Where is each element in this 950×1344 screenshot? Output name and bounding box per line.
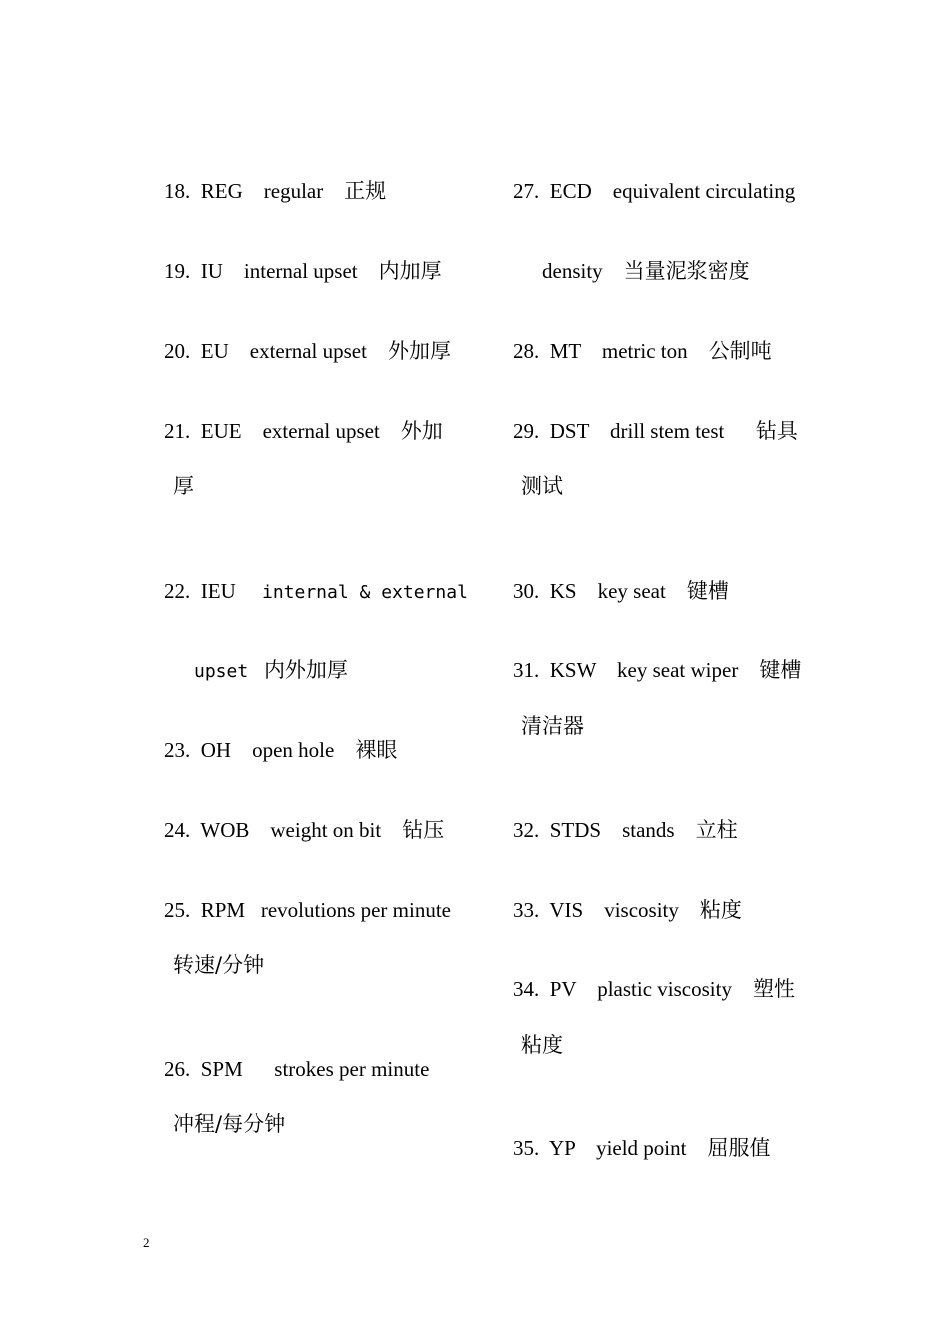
entry-number: 32.	[513, 818, 540, 842]
entry-english: viscosity	[604, 898, 679, 922]
entry-32	[492, 794, 738, 866]
entry-number: 26.	[164, 1057, 191, 1081]
entry-number: 34.	[513, 977, 540, 1001]
entry-18	[143, 155, 386, 227]
entry-abbreviation: IU	[200, 259, 223, 283]
entry-number: 24.	[164, 818, 191, 842]
entry-abbreviation: KSW	[549, 658, 597, 682]
entry-number: 30.	[513, 579, 540, 603]
entry-abbreviation: OH	[200, 738, 232, 762]
entry-26	[143, 1033, 429, 1105]
entry-number: 33.	[513, 898, 540, 922]
entry-number: 18.	[164, 179, 191, 203]
entry-abbreviation: KS	[549, 579, 577, 603]
entry-abbreviation: RPM	[200, 898, 246, 922]
entry-19	[143, 235, 442, 307]
entry-english: plastic viscosity	[597, 977, 732, 1001]
entry-abbreviation: ECD	[549, 179, 592, 203]
entry-abbreviation: STDS	[549, 818, 602, 842]
entry-english: regular	[263, 179, 324, 203]
entry-28	[492, 315, 772, 387]
entry-25	[143, 874, 451, 946]
entry-chinese: 外加厚	[387, 339, 451, 363]
entry-30	[492, 555, 729, 627]
entry-23	[143, 714, 397, 786]
entry-number: 21.	[164, 419, 191, 443]
entry-26-continuation: 冲程/每分钟	[173, 1112, 286, 1136]
entry-chinese: 立柱	[695, 818, 738, 842]
entry-31-continuation: 清洁器	[521, 714, 584, 738]
entry-chinese: 钻压	[402, 818, 445, 842]
entry-english: weight on bit	[270, 818, 382, 842]
entry-31	[492, 634, 801, 706]
entry-abbreviation: PV	[549, 977, 577, 1001]
entry-chinese: 当量泥浆密度	[623, 259, 750, 283]
entry-abbreviation: IEU	[200, 579, 236, 603]
entry-number: 22.	[164, 579, 191, 603]
entry-english: internal upset	[243, 259, 358, 283]
entry-abbreviation: WOB	[200, 818, 250, 842]
entry-29-continuation: 测试	[521, 474, 563, 498]
entry-abbreviation: SPM	[200, 1057, 243, 1081]
entry-chinese: 公制吨	[708, 339, 772, 363]
entry-english: key seat	[597, 579, 666, 603]
entry-english: drill stem test	[610, 419, 725, 443]
entry-english: internal & external	[262, 582, 468, 603]
entry-27-continuation	[521, 235, 750, 307]
entry-abbreviation: EUE	[200, 419, 242, 443]
entry-abbreviation: DST	[549, 419, 590, 443]
entry-english-continued: density	[542, 259, 603, 283]
entry-english: key seat wiper	[617, 658, 739, 682]
entry-33	[492, 874, 742, 946]
entry-chinese: 塑性	[752, 977, 795, 1001]
entry-34	[492, 953, 795, 1025]
entry-25-continuation: 转速/分钟	[173, 953, 265, 977]
entry-34-continuation: 粘度	[521, 1033, 563, 1057]
entry-chinese: 粘度	[699, 898, 742, 922]
entry-abbreviation: REG	[200, 179, 243, 203]
entry-english: stands	[622, 818, 675, 842]
entry-english: external upset	[249, 339, 367, 363]
entry-chinese: 内外加厚	[263, 658, 348, 682]
page-number: 2	[143, 1235, 150, 1250]
entry-abbreviation: VIS	[549, 898, 584, 922]
entry-number: 25.	[164, 898, 191, 922]
entry-chinese: 键槽	[759, 658, 802, 682]
entry-number: 19.	[164, 259, 191, 283]
entry-chinese: 钻具	[755, 419, 798, 443]
entry-29	[492, 395, 798, 467]
entry-number: 20.	[164, 339, 191, 363]
entry-english: revolutions per minute	[260, 898, 451, 922]
entry-22	[143, 555, 468, 629]
entry-27	[492, 155, 795, 227]
entry-20	[143, 315, 451, 387]
entry-english: metric ton	[601, 339, 688, 363]
entry-english: equivalent circulating	[612, 179, 796, 203]
entry-english: external upset	[262, 419, 380, 443]
entry-chinese: 键槽	[686, 579, 729, 603]
entry-chinese: 屈服值	[707, 1136, 771, 1160]
entry-english: open hole	[252, 738, 335, 762]
entry-number: 27.	[513, 179, 540, 203]
entry-chinese: 外加	[400, 419, 443, 443]
entry-abbreviation: MT	[549, 339, 581, 363]
entry-number: 35.	[513, 1136, 540, 1160]
entry-number: 28.	[513, 339, 540, 363]
entry-number: 23.	[164, 738, 191, 762]
entry-24	[143, 794, 444, 866]
entry-35	[492, 1112, 770, 1184]
entry-chinese: 正规	[344, 179, 387, 203]
entry-english: yield point	[596, 1136, 687, 1160]
entry-abbreviation: EU	[200, 339, 229, 363]
entry-english-continued: upset	[194, 661, 249, 682]
entry-chinese: 内加厚	[378, 259, 442, 283]
entry-chinese: 裸眼	[355, 738, 398, 762]
entry-abbreviation: YP	[548, 1136, 576, 1160]
entry-22-continuation	[173, 634, 348, 708]
entry-21-continuation: 厚	[173, 474, 194, 498]
entry-number: 29.	[513, 419, 540, 443]
entry-21	[143, 395, 443, 467]
entry-number: 31.	[513, 658, 540, 682]
entry-english: strokes per minute	[274, 1057, 430, 1081]
